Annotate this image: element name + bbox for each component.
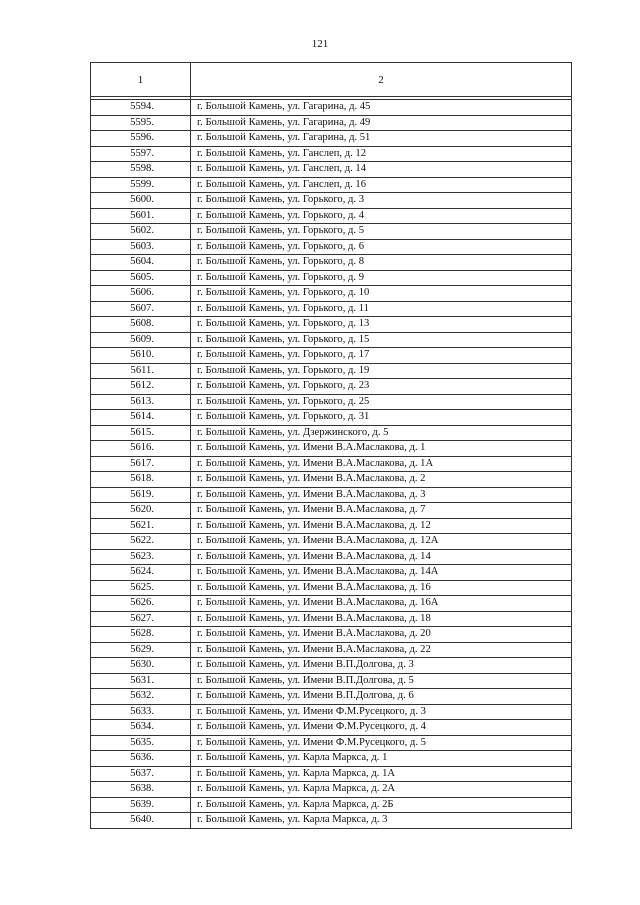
row-address: г. Большой Камень, ул. Ганслеп, д. 14 <box>191 162 572 178</box>
row-address: г. Большой Камень, ул. Имени В.П.Долгова, д. 3 <box>191 658 572 674</box>
row-number: 5620. <box>91 503 191 519</box>
row-number: 5640. <box>91 813 191 829</box>
row-address: г. Большой Камень, ул. Имени Ф.М.Русецкого, д. 5 <box>191 735 572 751</box>
row-address: г. Большой Камень, ул. Горького, д. 31 <box>191 410 572 426</box>
table-row <box>91 627 572 643</box>
row-address: г. Большой Камень, ул. Имени Ф.М.Русецкого, д. 4 <box>191 720 572 736</box>
table-row <box>91 301 572 317</box>
row-number: 5628. <box>91 627 191 643</box>
row-address: г. Большой Камень, ул. Имени В.А.Маслакова, д. 20 <box>191 627 572 643</box>
row-number: 5595. <box>91 115 191 131</box>
address-table <box>90 62 572 829</box>
row-address: г. Большой Камень, ул. Горького, д. 23 <box>191 379 572 395</box>
row-number: 5616. <box>91 441 191 457</box>
row-number: 5624. <box>91 565 191 581</box>
row-address: г. Большой Камень, ул. Имени В.А.Маслакова, д. 14 <box>191 549 572 565</box>
row-number: 5600. <box>91 193 191 209</box>
row-address: г. Большой Камень, ул. Карла Маркса, д. 2Б <box>191 797 572 813</box>
row-number: 5599. <box>91 177 191 193</box>
table-row <box>91 286 572 302</box>
table-row <box>91 611 572 627</box>
table-row <box>91 363 572 379</box>
table-row <box>91 115 572 131</box>
row-address: г. Большой Камень, ул. Карла Маркса, д. 3 <box>191 813 572 829</box>
row-number: 5622. <box>91 534 191 550</box>
table-header <box>91 63 572 97</box>
row-address: г. Большой Камень, ул. Имени В.А.Маслакова, д. 12А <box>191 534 572 550</box>
row-number: 5615. <box>91 425 191 441</box>
row-address: г. Большой Камень, ул. Горького, д. 19 <box>191 363 572 379</box>
row-number: 5612. <box>91 379 191 395</box>
row-number: 5597. <box>91 146 191 162</box>
row-address: г. Большой Камень, ул. Горького, д. 17 <box>191 348 572 364</box>
row-address: г. Большой Камень, ул. Имени В.А.Маслакова, д. 16 <box>191 580 572 596</box>
table-row <box>91 441 572 457</box>
row-address: г. Большой Камень, ул. Имени В.А.Маслакова, д. 12 <box>191 518 572 534</box>
page-number: 121 <box>311 38 329 50</box>
row-number: 5607. <box>91 301 191 317</box>
row-number: 5602. <box>91 224 191 240</box>
table-row <box>91 348 572 364</box>
table-row <box>91 596 572 612</box>
row-number: 5594. <box>91 100 191 116</box>
row-number: 5614. <box>91 410 191 426</box>
table-row <box>91 534 572 550</box>
table-row <box>91 193 572 209</box>
table-row <box>91 425 572 441</box>
table-row <box>91 456 572 472</box>
row-number: 5611. <box>91 363 191 379</box>
row-address: г. Большой Камень, ул. Горького, д. 13 <box>191 317 572 333</box>
row-number: 5609. <box>91 332 191 348</box>
table-row <box>91 549 572 565</box>
table-row <box>91 673 572 689</box>
table-row <box>91 487 572 503</box>
row-address: г. Большой Камень, ул. Имени В.А.Маслакова, д. 1 <box>191 441 572 457</box>
row-address: г. Большой Камень, ул. Горького, д. 25 <box>191 394 572 410</box>
row-address: г. Большой Камень, ул. Имени В.А.Маслакова, д. 3 <box>191 487 572 503</box>
row-number: 5626. <box>91 596 191 612</box>
table-row <box>91 518 572 534</box>
table-row <box>91 580 572 596</box>
table-row <box>91 735 572 751</box>
row-number: 5606. <box>91 286 191 302</box>
row-address: г. Большой Камень, ул. Карла Маркса, д. 1А <box>191 766 572 782</box>
row-number: 5610. <box>91 348 191 364</box>
table-row <box>91 766 572 782</box>
row-address: г. Большой Камень, ул. Гагарина, д. 49 <box>191 115 572 131</box>
row-number: 5637. <box>91 766 191 782</box>
row-address: г. Большой Камень, ул. Карла Маркса, д. 2А <box>191 782 572 798</box>
row-number: 5627. <box>91 611 191 627</box>
row-number: 5601. <box>91 208 191 224</box>
table-row <box>91 642 572 658</box>
row-address: г. Большой Камень, ул. Имени Ф.М.Русецкого, д. 3 <box>191 704 572 720</box>
table-row <box>91 503 572 519</box>
table-row <box>91 270 572 286</box>
row-number: 5625. <box>91 580 191 596</box>
row-number: 5636. <box>91 751 191 767</box>
row-number: 5638. <box>91 782 191 798</box>
table-row <box>91 704 572 720</box>
table-row <box>91 332 572 348</box>
row-number: 5623. <box>91 549 191 565</box>
table-row <box>91 162 572 178</box>
table-row <box>91 751 572 767</box>
table-row <box>91 813 572 829</box>
row-number: 5605. <box>91 270 191 286</box>
column-header-2: 2 <box>191 63 572 97</box>
table-row <box>91 255 572 271</box>
row-number: 5621. <box>91 518 191 534</box>
table-row <box>91 565 572 581</box>
table-row <box>91 658 572 674</box>
row-address: г. Большой Камень, ул. Имени В.А.Маслакова, д. 2 <box>191 472 572 488</box>
row-number: 5635. <box>91 735 191 751</box>
row-address: г. Большой Камень, ул. Имени В.А.Маслакова, д. 14А <box>191 565 572 581</box>
table-row <box>91 797 572 813</box>
row-address: г. Большой Камень, ул. Горького, д. 3 <box>191 193 572 209</box>
row-number: 5619. <box>91 487 191 503</box>
row-address: г. Большой Камень, ул. Имени В.А.Маслакова, д. 1А <box>191 456 572 472</box>
row-number: 5603. <box>91 239 191 255</box>
table-row <box>91 410 572 426</box>
table-row <box>91 720 572 736</box>
row-address: г. Большой Камень, ул. Ганслеп, д. 12 <box>191 146 572 162</box>
row-number: 5598. <box>91 162 191 178</box>
row-number: 5629. <box>91 642 191 658</box>
table-row <box>91 317 572 333</box>
table-row <box>91 131 572 147</box>
row-address: г. Большой Камень, ул. Горького, д. 6 <box>191 239 572 255</box>
row-number: 5630. <box>91 658 191 674</box>
table-row <box>91 782 572 798</box>
row-number: 5608. <box>91 317 191 333</box>
row-address: г. Большой Камень, ул. Горького, д. 15 <box>191 332 572 348</box>
row-address: г. Большой Камень, ул. Имени В.А.Маслакова, д. 18 <box>191 611 572 627</box>
row-address: г. Большой Камень, ул. Горького, д. 4 <box>191 208 572 224</box>
table-row <box>91 177 572 193</box>
table-row <box>91 100 572 116</box>
row-number: 5613. <box>91 394 191 410</box>
row-number: 5604. <box>91 255 191 271</box>
row-address: г. Большой Камень, ул. Гагарина, д. 45 <box>191 100 572 116</box>
table-row <box>91 146 572 162</box>
row-address: г. Большой Камень, ул. Имени В.А.Маслакова, д. 22 <box>191 642 572 658</box>
table-row <box>91 224 572 240</box>
row-number: 5639. <box>91 797 191 813</box>
row-address: г. Большой Камень, ул. Имени В.А.Маслакова, д. 16А <box>191 596 572 612</box>
row-address: г. Большой Камень, ул. Горького, д. 11 <box>191 301 572 317</box>
row-number: 5618. <box>91 472 191 488</box>
row-address: г. Большой Камень, ул. Карла Маркса, д. 1 <box>191 751 572 767</box>
row-address: г. Большой Камень, ул. Имени В.А.Маслакова, д. 7 <box>191 503 572 519</box>
row-number: 5631. <box>91 673 191 689</box>
table-row <box>91 208 572 224</box>
table-body <box>91 97 572 829</box>
row-address: г. Большой Камень, ул. Дзержинского, д. 5 <box>191 425 572 441</box>
row-address: г. Большой Камень, ул. Горького, д. 5 <box>191 224 572 240</box>
row-address: г. Большой Камень, ул. Гагарина, д. 51 <box>191 131 572 147</box>
row-number: 5633. <box>91 704 191 720</box>
column-header-1: 1 <box>91 63 191 97</box>
row-address: г. Большой Камень, ул. Ганслеп, д. 16 <box>191 177 572 193</box>
table-row <box>91 394 572 410</box>
row-address: г. Большой Камень, ул. Горького, д. 8 <box>191 255 572 271</box>
row-number: 5617. <box>91 456 191 472</box>
table-row <box>91 379 572 395</box>
table-row <box>91 472 572 488</box>
row-address: г. Большой Камень, ул. Имени В.П.Долгова, д. 5 <box>191 673 572 689</box>
table-row <box>91 239 572 255</box>
row-address: г. Большой Камень, ул. Горького, д. 10 <box>191 286 572 302</box>
row-address: г. Большой Камень, ул. Горького, д. 9 <box>191 270 572 286</box>
row-number: 5596. <box>91 131 191 147</box>
row-number: 5634. <box>91 720 191 736</box>
row-address: г. Большой Камень, ул. Имени В.П.Долгова, д. 6 <box>191 689 572 705</box>
row-number: 5632. <box>91 689 191 705</box>
table-row <box>91 689 572 705</box>
